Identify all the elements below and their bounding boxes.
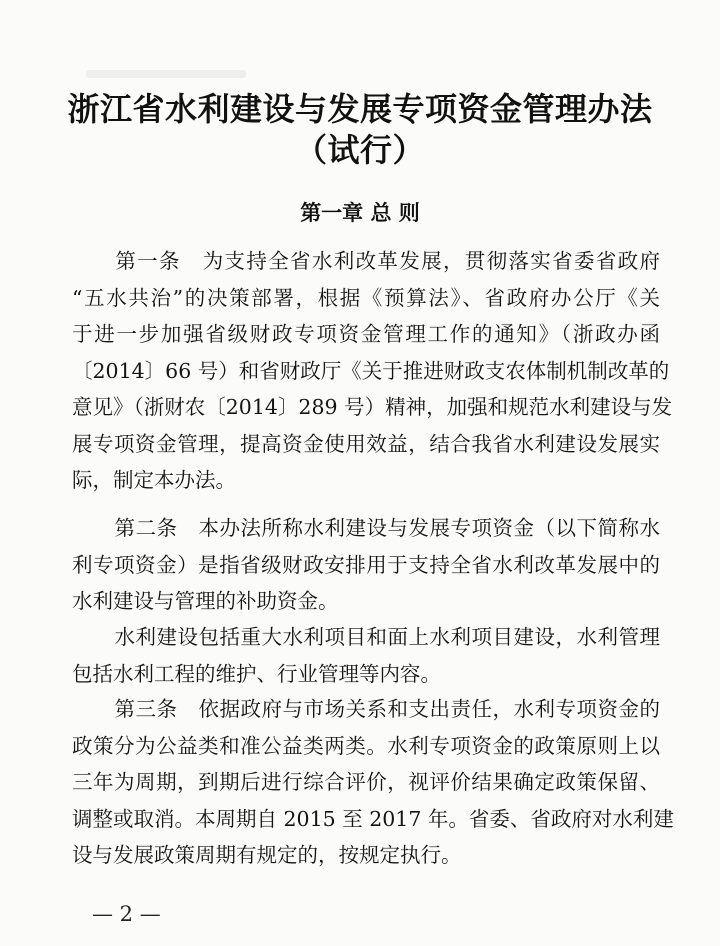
text-line xyxy=(72,619,660,656)
article-1-paragraph xyxy=(72,243,673,499)
text-line: 水利建设与管理的补助资金。 xyxy=(72,589,339,613)
text-line xyxy=(72,243,660,280)
text-line-content: 第三条 依据政府与市场关系和支出责任，水利专项资金的 xyxy=(114,697,660,721)
document-title: 浙江省水利建设与发展专项资金管理办法 xyxy=(67,90,653,128)
text-line: 调整或取消。本周期自 2015 至 2017 年。省委、省政府对水利建 xyxy=(72,806,674,831)
text-line xyxy=(72,691,660,728)
text-line-content: 第二条 本办法所称水利建设与发展专项资金（以下简称水 xyxy=(114,516,660,540)
faint-header-mark xyxy=(86,70,246,78)
text-line-content: 水利建设包括重大水利项目和面上水利项目建设，水利管理 xyxy=(114,625,660,649)
article-3-paragraph xyxy=(72,691,674,874)
text-line: 于进一步加强省级财政专项资金管理工作的通知》（浙政办函 xyxy=(72,322,660,346)
text-line xyxy=(72,510,660,547)
text-line: 际，制定本办法。 xyxy=(72,468,236,492)
text-line: 设与发展政策周期有规定的，按规定执行。 xyxy=(72,843,462,867)
text-line: 展专项资金管理，提高资金使用效益，结合我省水利建设发展实 xyxy=(72,431,660,456)
page-number: — 2 — xyxy=(92,902,161,926)
article-2-paragraph xyxy=(72,510,660,620)
document-title-suffix: （试行） xyxy=(294,131,425,169)
scope-paragraph xyxy=(72,619,660,692)
text-line: 意见》（浙财农〔2014〕289 号）精神，加强和规范水利建设与发 xyxy=(72,395,673,419)
text-line: “五水共治”的决策部署，根据《预算法》、省政府办公厅《关 xyxy=(72,285,660,310)
text-line: 三年为周期，到期后进行综合评价，视评价结果确定政策保留、 xyxy=(72,770,660,794)
text-line: 〔2014〕66 号）和省财政厅《关于推进财政支农体制机制改革的 xyxy=(72,358,670,383)
text-line: 包括水利工程的维护、行业管理等内容。 xyxy=(72,661,441,686)
text-line: 利专项资金）是指省级财政安排用于支持全省水利改革发展中的 xyxy=(72,552,660,577)
text-line-content: 第一条 为支持全省水利改革发展，贯彻落实省委省政府 xyxy=(114,249,660,273)
chapter-heading: 第一章 总 则 xyxy=(300,200,420,225)
text-line: 政策分为公益类和准公益类两类。水利专项资金的政策原则上以 xyxy=(72,733,660,758)
